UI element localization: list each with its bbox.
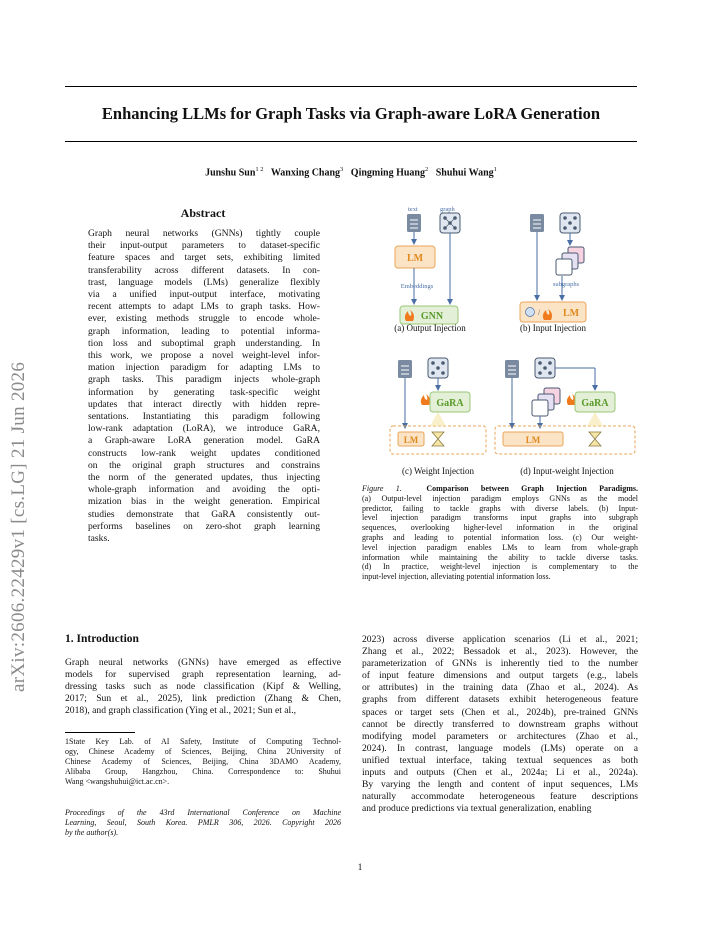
author-affiliation: 1 2 [255,166,264,173]
abstract-line: information by generating task-specific weight [88,386,320,398]
abstract-line: a Graph-aware LoRA generation model. GaRA [88,435,320,447]
hourglass-icon [432,432,444,446]
intro-line: inputs and outputs (Chen et al., 2024a; Li et al., 2024a). [362,767,638,779]
subfigure-input-injection [520,213,586,322]
graph-icon [428,358,448,378]
caption-line: input-level injection, alleviating potential information loss. [362,572,551,582]
fire-icon [421,394,430,405]
abstract-line: tasks. [88,533,110,545]
document-icon [407,214,421,232]
hourglass-icon [589,432,601,446]
subfigure-input-weight-injection [495,358,635,476]
abstract-line: low-rank adaptation (LoRA), we introduce GaRA, [88,423,320,435]
abstract-line: performs baselines on zero-shot graph learning [88,520,320,532]
intro-line: parameterization of GNNs is inherently tied to the number [362,658,638,670]
title-bottom-rule [65,141,637,142]
intro-line: dressing tasks such as node classification (Kipf & Welling, [65,681,341,693]
document-icon [505,360,519,378]
abstract-line: trast, language models (LMs) generalize flexibly [88,276,320,288]
figure-caption-title: Comparison between Graph Injection Paradigms. [426,484,638,493]
caption-line: graphs and leading to potential information loss. (c) Our weight- [362,532,638,542]
graph-label: graph [440,206,455,213]
abstract-line: studies demonstrate that GaRA consistently out- [88,508,320,520]
footnote-rule [65,732,135,733]
embeddings-label: Embeddings [400,283,434,290]
abstract-line: mization bias in the weight generation. Empirical [88,496,320,508]
intro-line: naturally accommodate heterogeneous feature descriptions [362,791,638,803]
footnote-line: Chinese Academy of Sciences, Beijing, China 3DAMO Academy, [65,757,341,766]
subfigure-weight-injection [390,358,486,476]
abstract-line: their input-output parameters to dataset-specific [88,240,320,252]
abstract-line: constructs low-rank weight updates conditioned [88,447,320,459]
graph-icon [560,213,580,233]
intro-line: spaces or target sets (Chen et al., 2024b), pre-trained GNNs [362,706,638,718]
divider-slash: / [538,308,541,317]
lm-block: LM [403,435,419,445]
proceedings-note [65,808,341,838]
subfigure-d-label: (d) Input-weight Injection [520,466,614,476]
caption-line: (a) Output-level injection paradigm employs GNNs as the model [362,493,638,503]
abstract-line: via a unified input-output interface, motivating [88,289,320,301]
caption-line: (d) In practice, weight-level injection is complementary to the [362,562,638,572]
intro-line: models for supervised graph representation learning, ad- [65,669,341,681]
intro-line: graphs from different datasets exhibit heterogeneous feature [362,694,638,706]
abstract-line: sentations. Instantiating this paradigm following [88,411,320,423]
abstract-line: feature spaces and target sets, exhibiting limited [88,252,320,264]
abstract-heading: Abstract [180,206,226,220]
gara-block: GaRA [581,398,609,409]
intro-line: 2018), and graph classification (Ying et al., 2021; Sun et al., [65,705,296,717]
lm-block: LM [406,253,424,264]
figure-label: Figure 1. [362,484,402,493]
caption-line: level injection paradigm transforms input graphs into subgraph [362,513,638,523]
subgraph-stack-icon [556,247,584,275]
abstract-line: on the original graph structures and constrains [88,459,320,471]
gara-block: GaRA [436,398,464,409]
document-icon [530,214,544,232]
gnn-block: GNN [420,311,444,322]
caption-line: level injection paradigm enables LMs to learn from whole-graph [362,542,638,552]
document-icon [398,360,412,378]
top-rule [65,86,637,87]
footnote-line: 1State Key Lab. of AI Safety, Institute of Computing Technol- [65,737,341,746]
graph-icon [440,213,460,233]
author-name: Wanxing Chang [270,167,341,179]
intro-line: cannot be directly transferred to downstream graphs without [362,718,638,730]
caption-line: sequences, overlooking higher-level information in the original [362,523,638,533]
subgraph-stack-icon [532,388,560,416]
author-affiliation: 1 [493,166,497,173]
abstract-line: ever, existing methods struggle to encode whole- [88,313,320,325]
subfigure-output-injection [395,206,460,324]
paper-title: Enhancing LLMs for Graph Tasks via Graph-aware LoRA Generation [101,104,601,123]
intro-right-column [362,634,638,815]
author-name: Shuhui Wang [435,167,494,179]
intro-line: of input feature dimensions and output targets (e.g., labels [362,670,638,682]
abstract-body [88,228,320,545]
intro-line: 2017; Sun et al., 2025), link prediction (Zhang & Chen, [65,693,341,705]
text-label: text [408,206,418,213]
footnote [65,737,341,787]
abstract-line: whole-graph information and avoiding the opti- [88,484,320,496]
intro-line: Graph neural networks (GNNs) have emerged as effective [65,657,341,668]
subfigure-c-label: (c) Weight Injection [401,466,475,476]
author-name: Qingming Huang [350,167,425,179]
proceedings-line: by the author(s). [65,828,119,837]
abstract-line: mation injection paradigm for adapting LMs to [88,362,320,374]
abstract-line: recent attempts to adapt LMs to graph tasks. How- [88,301,320,313]
page-number: 1 [357,862,363,873]
caption-line: information while maintaining the ability to tackle diverse tasks. [362,552,638,562]
abstract-line: Graph neural networks (GNNs) tightly couple [88,228,320,239]
abstract-line: graph tasks. This paradigm injects whole-graph [88,374,320,386]
subfigure-a-label: (a) Output Injection [394,323,466,333]
intro-line: Zhang et al., 2022; Bessadok et al., 2023). However, the [362,646,638,658]
proceedings-line: Learning, Seoul, South Korea. PMLR 306, 2026. Copyright 2026 [65,818,341,827]
intro-left-column [65,657,341,717]
figure-caption [362,484,638,582]
intro-line: or attributes) in the training data (Zhao et al., 2024). As [362,682,638,694]
footnote-line: Wang <wangshuhui@ict.ac.cn>. [65,777,170,786]
subgraphs-label: subgraphs [552,281,580,288]
abstract-line: the norm of the generated updates, thus injecting [88,472,320,484]
abstract-line: updates that interact directly with hidden repre- [88,398,320,410]
author-affiliation: 2 [425,166,429,173]
intro-line: By varying the length and content of input sequences, LMs [362,779,638,791]
author-affiliation: 3 [340,166,344,173]
abstract-line: graph information, leading to potential informa- [88,325,320,337]
intro-line: 2024). In contrast, language models (LMs) operate on a [362,742,638,754]
abstract-line: transferability across different datasets. In con- [88,264,320,276]
intro-line: and produce predictions via textual generalization, enabling [362,803,592,815]
lm-block: LM [562,308,580,319]
proceedings-line: Proceedings of the 43rd International Conference on Machine [65,808,341,817]
footnote-line: Alibaba Group, Hangzhou, China. Correspondence to: Shuhui [65,767,341,776]
lm-block: LM [525,435,541,445]
arxiv-identifier: arXiv:2606.22429v1 [cs.LG] 21 Jun 2026 [8,361,29,692]
author-list [65,166,637,178]
abstract-line: tion loss and suboptimal graph understanding. In [88,337,320,349]
caption-line: predictor, failing to tackle graphs with diverse labels. (b) Input- [362,503,638,513]
section-heading-introduction: 1. Introduction [65,633,139,645]
figure-1 [370,200,640,480]
subfigure-b-label: (b) Input Injection [520,323,586,333]
snowflake-icon [526,308,535,317]
intro-line: unified textual interface, taking textual sequences as both [362,754,638,766]
author-name: Junshu Sun [205,167,256,179]
footnote-line: ogy, Chinese Academy of Sciences, Beijing, China 2University of [65,747,341,756]
abstract-line: this work, we propose a novel weight-level infor- [88,350,320,362]
graph-icon [535,358,555,378]
intro-line: modifying model parameters or architectures (Zhao et al., [362,730,638,742]
intro-line: 2023) across diverse application scenarios (Li et al., 2021; [362,634,638,645]
